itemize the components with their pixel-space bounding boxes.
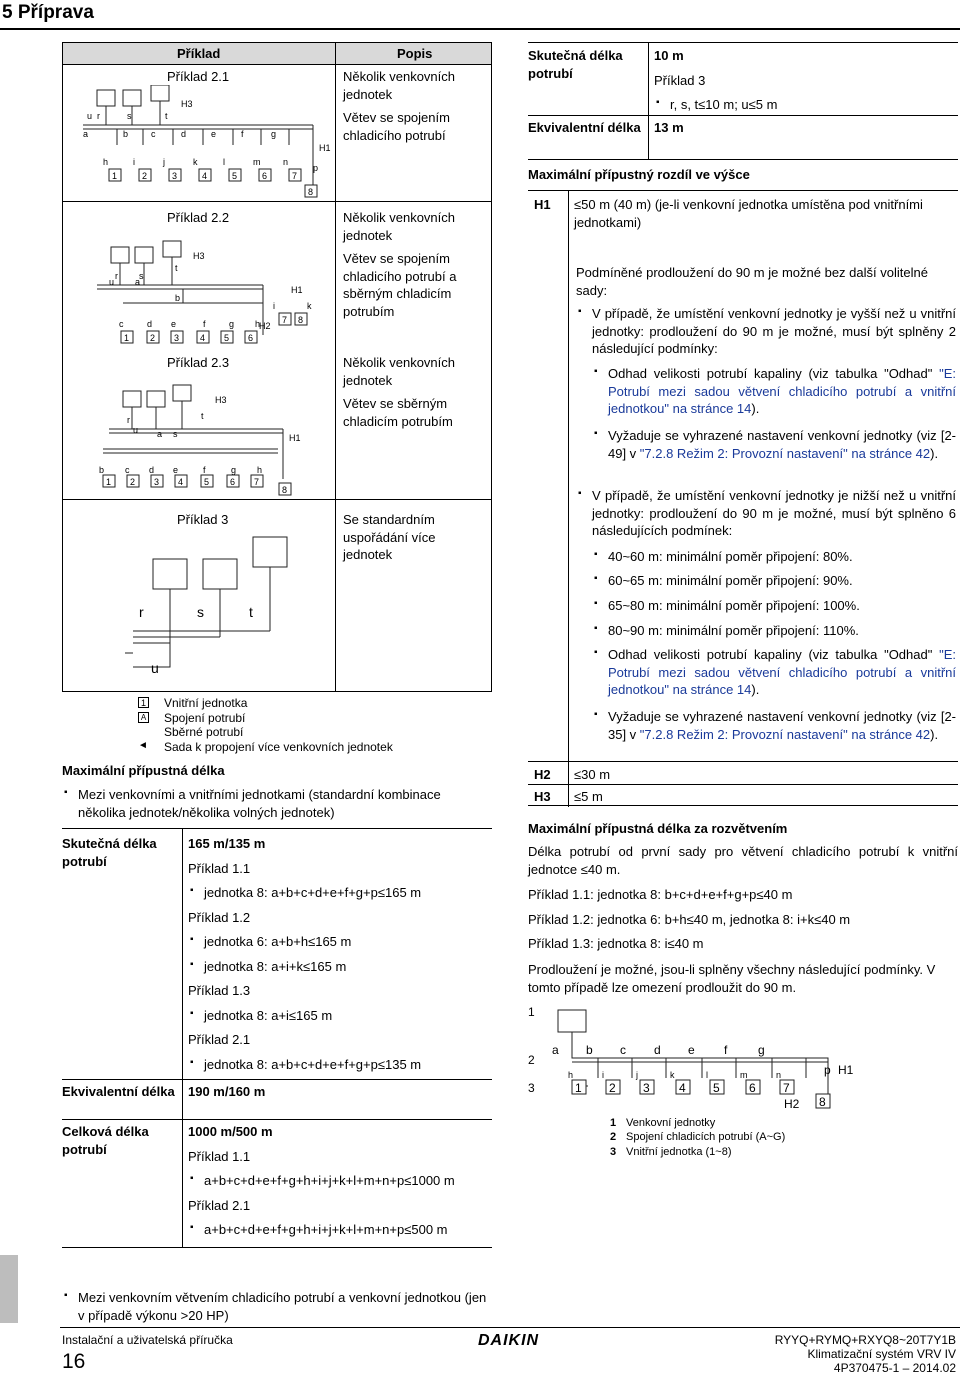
length-table [62, 828, 492, 1248]
diagram-label: j [163, 157, 165, 167]
table-bullet-line: ▪ a+b+c+d+e+f+g+h+i+j+k+l+m+n+p≤500 m [188, 1221, 492, 1239]
table-col-divider [182, 829, 183, 1247]
table-bullet-line: ▪ jednotka 8: a+b+c+d+e+f+g+p≤165 m [188, 884, 492, 902]
diagram-number: 6 [749, 1081, 756, 1095]
diagram-label: g [231, 465, 237, 475]
diagram-label: h [255, 319, 261, 329]
h3-label: H3 [534, 789, 551, 804]
cond-text: ). [930, 726, 939, 742]
diagram-label: p [824, 1063, 831, 1077]
example-desc: Několik venkovních jednotek [343, 210, 455, 243]
height-row-divider [528, 761, 958, 762]
h2-value: ≤30 m [574, 767, 611, 782]
legend-item: 3 Vnitřní jednotka (1~8) [610, 1145, 732, 1158]
diagram-label: H3 [215, 395, 227, 405]
height-row-divider [528, 784, 958, 785]
diagram-label: d [181, 129, 187, 139]
cond-text: ). [930, 445, 939, 461]
diagram-number: 8 [298, 315, 304, 325]
cond-intro: Podmíněné prodloužení do 90 m je možné bez další volitelné sady: [576, 265, 928, 298]
example-table [62, 42, 492, 692]
diagram-label: t [175, 263, 178, 273]
diagram-letter: f [724, 1043, 728, 1057]
diagram-letter: e [688, 1043, 695, 1057]
legend-text: Spojení potrubí [164, 710, 246, 725]
cond-text: Odhad velikosti potrubí kapaliny (viz tabulka "Odhad" [608, 647, 940, 662]
diagram-number: 4 [202, 171, 208, 181]
table-line: 13 m [654, 120, 684, 135]
diagram-label: b [99, 465, 105, 475]
legend-item: 2 Spojení chladicích potrubí (A~G) [610, 1131, 786, 1144]
diagram-number: 7 [254, 477, 260, 487]
example-label: Příklad 3 [177, 512, 229, 527]
diagram-label: k [307, 301, 312, 311]
diagram-label: b [123, 129, 129, 139]
table-line: Příklad 3 [654, 72, 706, 88]
h3-value: ≤5 m [574, 789, 603, 804]
cond-below-item: ▪ 60~65 m: minimální poměr připojení: 90%. [592, 572, 956, 590]
header-rule [0, 28, 960, 30]
chapter-title: 5 Příprava [2, 2, 94, 23]
table-line: 165 m/135 m [188, 836, 266, 851]
diagram-letter: b [586, 1043, 593, 1057]
diagram-number: 7 [282, 315, 288, 325]
diagram-number: 1 [575, 1081, 582, 1095]
diagram-label: u [133, 425, 139, 435]
cond-link[interactable]: "E: Potrubí mezi sadou větvení chladicího potrubí a vnitřní jednotkou" na stránce 14 [608, 366, 956, 417]
legend-text: Sběrné potrubí [164, 725, 244, 740]
table-line: 190 m/160 m [188, 1084, 266, 1099]
diagram-number: 6 [262, 171, 268, 181]
diagram-label: r [139, 604, 144, 620]
cond-below-5 [592, 646, 956, 699]
cond-below-6 [592, 708, 956, 743]
col-example-header: Příklad [177, 46, 221, 61]
diagram-side-label: 3 [528, 1081, 535, 1095]
diagram-number: 1 [106, 477, 112, 487]
right-length-table [528, 42, 958, 160]
cond-text: Vyžaduje se vyhrazené nastavení venkovní jednotky (viz [2-49] v [608, 428, 956, 461]
multi-connection-kit-icon: ◄ [138, 739, 148, 751]
diagram-label: h [103, 157, 109, 167]
height-table [528, 190, 958, 806]
diagram-label: H1 [291, 285, 303, 295]
chapter-tab [0, 1255, 18, 1323]
branch-text: Délka potrubí od první sady pro větvení chladicího potrubí k vnitřní jednotce ≤40 m. [528, 844, 958, 877]
legend-item [138, 725, 498, 740]
diagram-side-label: 1 [528, 1005, 535, 1019]
height-diff-title: Maximální přípustný rozdíl ve výšce [528, 167, 750, 182]
diagram-number: 6 [248, 333, 254, 343]
table-row-divider [62, 1119, 492, 1120]
diagram-number: 4 [200, 333, 206, 343]
diagram-number: 1 [112, 171, 118, 181]
diagram-label: i [133, 157, 135, 167]
diagram-number: 8 [282, 485, 288, 495]
table-row-label: Ekvivalentní délka [528, 120, 641, 135]
cond-above: ▪ V případě, že umístění venkovní jednotky je vyšší než u vnitřní jednotky: prodloužení do 90 m je možné, musí být splněny 2 následující podmínky: [576, 305, 956, 358]
diagram-label: H1 [838, 1063, 854, 1077]
diagram-number: 2 [150, 333, 156, 343]
cond-text: ). [751, 682, 760, 698]
legend-item [138, 696, 498, 711]
footer-code: 4P370475-1 – 2014.02 [833, 1361, 956, 1375]
diagram-example-2-2 [63, 225, 335, 350]
footer-system: Klimatizační systém VRV IV [807, 1347, 956, 1361]
diagram-letter: c [620, 1043, 626, 1057]
branch-diagram [528, 1002, 858, 1114]
branch-example: Příklad 1.3: jednotka 8: i≤40 m [528, 936, 704, 951]
legend-item [138, 711, 498, 726]
table-bullet-line: ▪ jednotka 8: a+i≤165 m [188, 1007, 492, 1025]
diagram-number: 4 [679, 1081, 686, 1095]
diagram-number: 6 [230, 477, 236, 487]
table-row-value [654, 47, 958, 121]
branch-example: Příklad 1.1: jednotka 8: b+c+d+e+f+g+p≤40 m [528, 887, 793, 902]
diagram-label: t [249, 604, 253, 620]
diagram-label: H2 [784, 1097, 800, 1111]
diagram-label: u [87, 111, 93, 121]
branch-bullet: ▪ Mezi venkovním větvením chladicího potrubí a venkovní jednotkou (jen v případě výkonu >20 HP) [62, 1289, 492, 1324]
cond-link[interactable]: "7.2.8 Režim 2: Provozní nastavení" na stránce 42 [639, 445, 931, 461]
diagram-label: n [283, 157, 289, 167]
diagram-label: e [171, 319, 177, 329]
diagram-letter: d [654, 1043, 661, 1057]
height-col-divider [568, 191, 569, 807]
h1-label: H1 [534, 197, 551, 212]
legend-text: Vnitřní jednotka [164, 696, 248, 710]
diagram-letter: a [552, 1043, 559, 1057]
col-desc-header: Popis [397, 46, 433, 61]
diagram-label: f [203, 465, 206, 475]
table-bullet-line: ▪ jednotka 8: a+i+k≤165 m [188, 958, 492, 976]
table-line: Příklad 1.3 [188, 983, 251, 999]
diagram-label: p [313, 163, 319, 173]
col-divider [335, 43, 336, 691]
example-table-header [63, 43, 491, 65]
diagram-small-letter: h [568, 1070, 574, 1080]
diagram-label: a [157, 429, 163, 439]
indoor-unit-icon: 1 [138, 697, 149, 708]
diagram-label: r [115, 271, 118, 281]
example-desc: Několik venkovních jednotek [343, 69, 455, 102]
diagram-number: 3 [174, 333, 180, 343]
pipe-joint-icon: A [138, 712, 149, 723]
diagram-example-3 [63, 533, 335, 688]
diagram-label: t [165, 111, 168, 121]
diagram-number: 8 [819, 1095, 826, 1109]
example-desc: Větev se sběrným chladicím potrubím [343, 396, 453, 429]
diagram-label: h [257, 465, 263, 475]
table-row-label: Skutečná délka potrubí [62, 836, 157, 869]
cond-text: Vyžaduje se vyhrazené nastavení venkovní jednotky (viz [2-35] v [608, 709, 956, 742]
cond-below-item: ▪ 65~80 m: minimální poměr připojení: 100%. [592, 597, 956, 615]
diagram-label: c [151, 129, 156, 139]
diagram-label: H1 [289, 433, 301, 443]
diagram-number: 3 [172, 171, 178, 181]
diagram-number: 7 [292, 171, 298, 181]
diagram-letter: g [758, 1043, 765, 1057]
diagram-label: u [109, 277, 115, 287]
diagram-small-letter: l [706, 1070, 708, 1080]
max-length-title: Maximální přípustná délka [62, 763, 225, 778]
diagram-label: f [241, 129, 244, 139]
table-bullet-line: ▪ a+b+c+d+e+f+g+h+i+j+k+l+m+n+p≤1000 m [188, 1172, 492, 1190]
h1-value: ≤50 m (40 m) (je-li venkovní jednotka umístěna pod vnitřními jednotkami) [574, 197, 923, 230]
table-bullet-line: ▪ r, s, t≤10 m; u≤5 m [654, 96, 958, 114]
diagram-number: 5 [204, 477, 210, 487]
example-label: Příklad 2.3 [167, 355, 230, 370]
example-desc: Se standardním uspořádání více jednotek [343, 512, 436, 563]
table-row-label: Celková délka potrubí [62, 1124, 149, 1157]
diagram-label: H3 [193, 251, 205, 261]
diagram-number: 7 [783, 1081, 790, 1095]
page-header [0, 0, 960, 26]
diagram-label: H3 [181, 99, 193, 109]
diagram-side-label: 2 [528, 1053, 535, 1067]
row-divider [63, 201, 491, 202]
diagram-label: g [229, 319, 235, 329]
table-line: 1000 m/500 m [188, 1124, 273, 1139]
table-row-divider [528, 115, 958, 116]
cond-below-item: ▪ 40~60 m: minimální poměr připojení: 80%. [592, 548, 956, 566]
table-bullet-line: ▪ jednotka 6: a+b+h≤165 m [188, 933, 492, 951]
table-row-value [188, 1123, 492, 1246]
diagram-label: a [135, 277, 141, 287]
table-line: Příklad 1.2 [188, 909, 251, 925]
diagram-label: s [139, 271, 144, 281]
table-row-label: Ekvivalentní délka [62, 1084, 175, 1099]
diagram-label: l [223, 157, 225, 167]
row-divider [63, 499, 491, 500]
header-pipe-icon [138, 726, 149, 737]
legend-item: 1 Venkovní jednotky [610, 1117, 716, 1129]
h2-label: H2 [534, 767, 551, 782]
table-row-value [654, 119, 958, 144]
table-col-divider [648, 43, 649, 159]
footer-manual: Instalační a uživatelská příručka [62, 1333, 233, 1347]
example-desc: Několik venkovních jednotek [343, 355, 455, 388]
cond-above-1 [592, 365, 956, 418]
diagram-label: s [173, 429, 178, 439]
table-line: Příklad 2.1 [188, 1032, 251, 1048]
diagram-small-letter: n [776, 1070, 782, 1080]
diagram-number: 2 [142, 171, 148, 181]
diagram-number: 5 [713, 1081, 720, 1095]
diagram-number: 2 [130, 477, 136, 487]
diagram-label: s [197, 604, 204, 620]
diagram-label: r [127, 415, 130, 425]
example-desc: Větev se spojením chladicího potrubí [343, 110, 450, 143]
diagram-label: a [83, 129, 89, 139]
legend-text: Sada k propojení více venkovních jednotek [164, 739, 393, 754]
diagram-number: 8 [308, 187, 314, 197]
diagram-label: r [97, 111, 100, 121]
diagram-label: s [127, 111, 132, 121]
diagram-label: H2 [259, 321, 271, 331]
cond-above-2 [592, 427, 956, 462]
cond-text: ). [751, 401, 760, 417]
table-row-divider [62, 1079, 492, 1080]
cond-below-item: ▪ 80~90 m: minimální poměr připojení: 110%. [592, 622, 956, 640]
brand-logo: DAIKIN [478, 1332, 540, 1349]
diagram-label: g [271, 129, 277, 139]
diagram-number: 3 [154, 477, 160, 487]
diagram-label: e [211, 129, 217, 139]
example-desc: Větev se spojením chladicího potrubí a sběrným chladicím potrubím [343, 251, 457, 319]
example-label: Příklad 2.1 [167, 69, 230, 84]
diagram-example-2-1 [63, 85, 335, 199]
diagram-legend [138, 696, 498, 755]
table-bullet-line: ▪ jednotka 8: a+b+c+d+e+f+g+p≤135 m [188, 1056, 492, 1074]
diagram-label: i [273, 301, 275, 311]
diagram-label: e [173, 465, 179, 475]
legend-item [138, 740, 498, 755]
diagram-label: H1 [319, 143, 331, 153]
footer-model: RYYQ+RYMQ+RXYQ8~20T7Y1B [774, 1333, 956, 1347]
branch-diagram-legend [610, 1116, 950, 1159]
diagram-number: 4 [178, 477, 184, 487]
diagram-label: b [175, 293, 181, 303]
diagram-small-letter: i [602, 1070, 604, 1080]
max-length-bullet: ▪ Mezi venkovními a vnitřními jednotkami (standardní kombinace několika jednotek/několika volných jednotek) [62, 786, 492, 821]
branch-example: Příklad 1.2: jednotka 6: b+h≤40 m, jednotka 8: i+k≤40 m [528, 912, 851, 927]
diagram-label: f [203, 319, 206, 329]
example-label: Příklad 2.2 [167, 210, 230, 225]
cond-below: ▪ V případě, že umístění venkovní jednotky je nižší než u vnitřní jednotky: prodloužení do 90 m je možné, musí být splněno 6 následujících podmínek: [576, 487, 956, 540]
table-line: Příklad 2.1 [188, 1197, 251, 1213]
branch-title: Maximální přípustná délka za rozvětvením [528, 821, 788, 836]
table-line: 10 m [654, 48, 684, 63]
cond-link[interactable]: "E: Potrubí mezi sadou větvení chladicího potrubí a vnitřní jednotkou" na stránce 14 [608, 647, 956, 698]
footer-rule [60, 1327, 960, 1328]
branch-extension: Prodloužení je možné, jsou-li splněny všechny následující podmínky. V tomto případě lze omezení prodloužit do 90 m. [528, 962, 936, 995]
cond-text: Odhad velikosti potrubí kapaliny (viz tabulka "Odhad" [608, 366, 940, 381]
diagram-number: 5 [224, 333, 230, 343]
table-row-label: Skutečná délka potrubí [528, 48, 623, 81]
diagram-number: 5 [232, 171, 238, 181]
diagram-label: d [147, 319, 153, 329]
table-row-value [188, 1083, 492, 1108]
diagram-label: u [151, 660, 159, 676]
diagram-small-letter: j [636, 1070, 638, 1080]
diagram-label: t [201, 411, 204, 421]
footer-page-number: 16 [62, 1350, 86, 1373]
diagram-number: 1 [124, 333, 130, 343]
table-row-value [188, 835, 492, 1080]
diagram-label: c [119, 319, 124, 329]
diagram-label: k [193, 157, 198, 167]
diagram-label: c [125, 465, 130, 475]
table-line: Příklad 1.1 [188, 860, 251, 876]
table-line: Příklad 1.1 [188, 1148, 251, 1164]
diagram-example-2-3 [63, 369, 335, 499]
diagram-label: d [149, 465, 155, 475]
diagram-label: m [253, 157, 261, 167]
diagram-number: 3 [643, 1081, 650, 1095]
diagram-small-letter: m [740, 1070, 748, 1080]
diagram-number: 2 [609, 1081, 616, 1095]
cond-link[interactable]: "7.2.8 Režim 2: Provozní nastavení" na stránce 42 [639, 726, 931, 742]
diagram-small-letter: k [670, 1070, 675, 1080]
